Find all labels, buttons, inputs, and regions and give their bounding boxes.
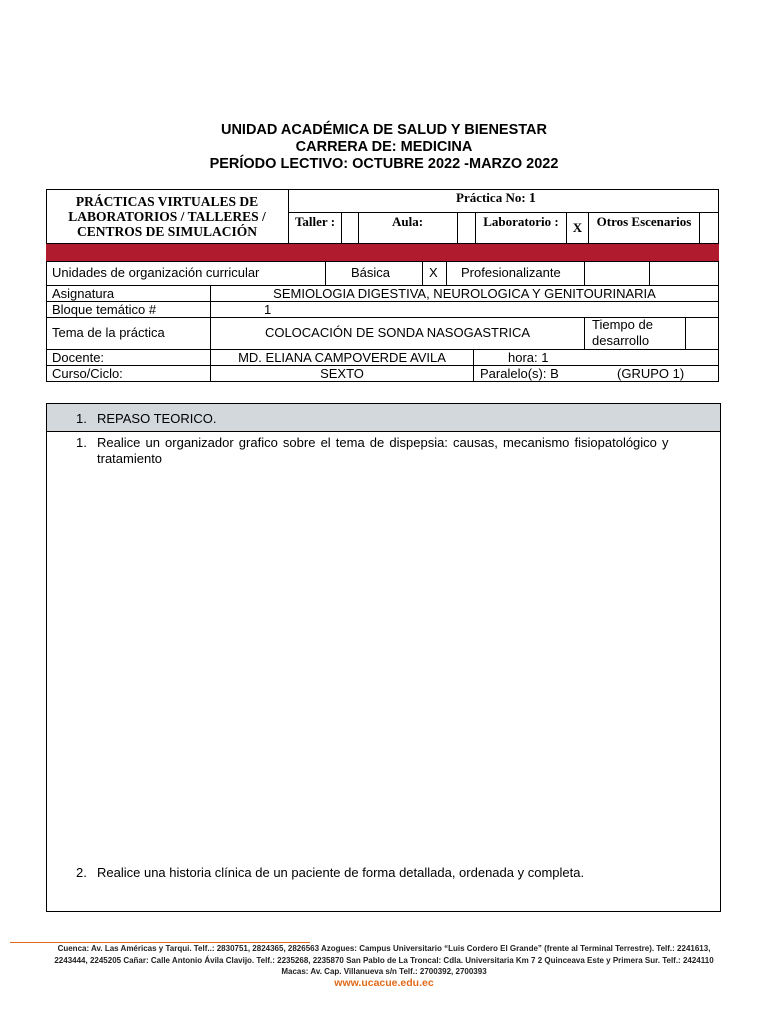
docente-label: Docente: (52, 350, 105, 365)
tiempo-label: Tiempo de desarrollo (592, 317, 653, 348)
section-title: REPASO TEORICO. (97, 411, 217, 426)
institution-title: UNIDAD ACADÉMICA DE SALUD Y BIENESTAR (220, 122, 547, 138)
curso-label: Curso/Ciclo: (52, 366, 123, 381)
tema-label: Tema de la práctica (52, 325, 165, 340)
item2-number: 2. (76, 865, 87, 880)
item1-text-line2: tratamiento (97, 451, 163, 466)
tema-value: COLOCACIÓN DE SONDA NASOGASTRICA (264, 325, 531, 340)
unidades-label: Unidades de organización curricular (52, 265, 260, 280)
item1-number: 1. (76, 435, 87, 450)
docente-value: MD. ELIANA CAMPOVERDE AVILA (238, 350, 446, 365)
laboratorio-label: Laboratorio : (483, 214, 559, 229)
footer-line3: Macas: Av. Cap. Villanueva s/n Telf.: 2700392, 2700393 (281, 967, 487, 976)
item2-text: Realice una historia clínica de un paciente de forma detallada, ordenada y completa. (97, 865, 585, 880)
aula-label: Aula: (391, 214, 424, 229)
footer-line1: Cuenca: Av. Las Américas y Tarqui. Telf..: 2830751, 2824365, 2826563 Azogues: Campus Universitario “Luis Cordero El Grande” (frente al Terminal Terrestre). Telf.: 2241613, (57, 944, 711, 953)
practice-type-title: PRÁCTICAS VIRTUALES DE LABORATORIOS / TALLERES / CENTROS DE SIMULACIÓN (68, 194, 266, 239)
website-link[interactable]: www.ucacue.edu.ec (334, 977, 434, 989)
career-title: CARRERA DE: MEDICINA (295, 139, 473, 155)
bloque-label: Bloque temático # (52, 302, 157, 317)
asignatura-value: SEMIOLOGIA DIGESTIVA, NEUROLOGICA Y GENITOURINARIA (273, 286, 656, 301)
laboratorio-mark: X (572, 220, 583, 235)
period-title: PERÍODO LECTIVO: OCTUBRE 2022 -MARZO 2022 (209, 156, 559, 172)
practica-number-label: Práctica No: 1 (456, 190, 536, 206)
hora-value: hora: 1 (508, 350, 549, 365)
section-number: 1. (76, 411, 87, 426)
grupo-value: (GRUPO 1) (617, 366, 685, 381)
bloque-value: 1 (264, 302, 272, 317)
asignatura-label: Asignatura (52, 286, 115, 301)
taller-label: Taller : (294, 214, 336, 229)
basica-label: Básica (351, 265, 391, 280)
otros-escenarios-label: Otros Escenarios (596, 214, 692, 229)
basica-mark: X (429, 265, 438, 280)
content-box (46, 403, 721, 912)
profesionalizante-label: Profesionalizante (461, 265, 561, 280)
paralelo-value: Paralelo(s): B (480, 366, 559, 381)
accent-bar (46, 244, 719, 261)
curso-value: SEXTO (320, 366, 364, 381)
footer-line2: 2243444, 2245205 Cañar: Calle Antonio Ávila Clavijo. Telf.: 2235268, 2235870 San Pablo de La Troncal: Cdla. Universitaria Km 7 2 Quinceava Este y Primera Sur. Telf.: 2424110 (54, 956, 714, 965)
item1-text-line1: Realice un organizador grafico sobre el tema de dispepsia: causas, mecanismo fisiopatológico y (97, 435, 669, 450)
